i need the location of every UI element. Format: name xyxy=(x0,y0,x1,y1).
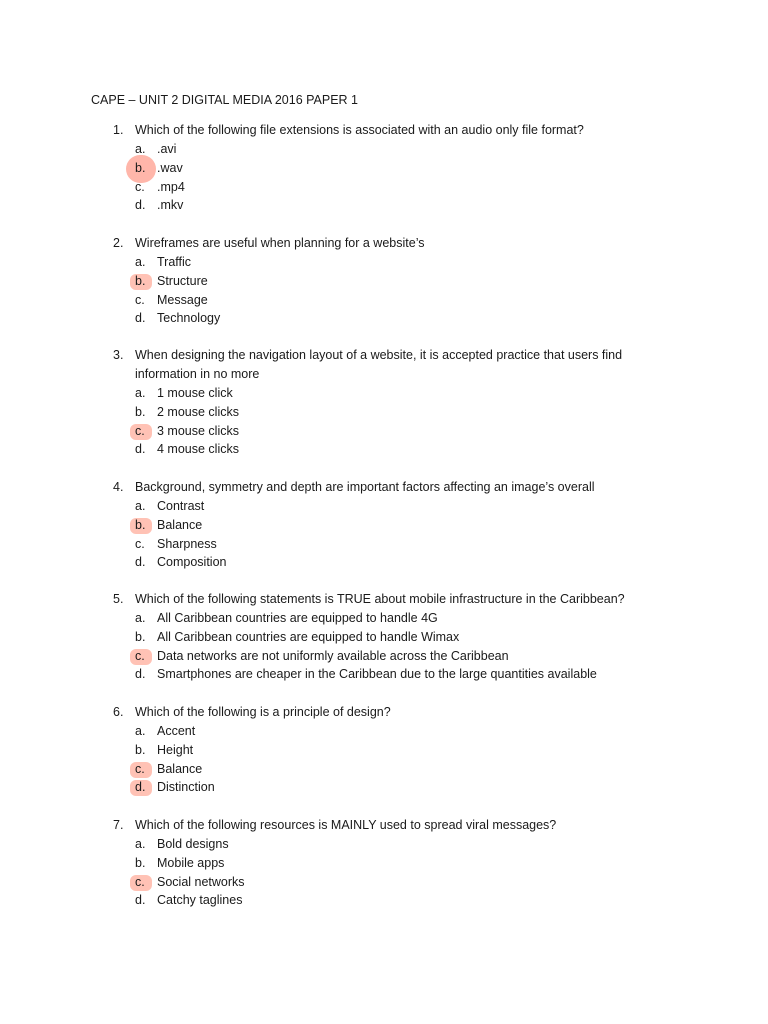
option-text: Message xyxy=(157,292,208,307)
answer-option xyxy=(135,778,673,797)
question-stem xyxy=(113,121,673,140)
option-text: Traffic xyxy=(157,255,192,269)
option-text: Composition xyxy=(157,555,227,570)
option-list xyxy=(135,384,673,459)
option-text: Accent xyxy=(157,724,196,738)
question-stem xyxy=(113,346,673,384)
option-letter-text: d. xyxy=(135,442,146,457)
option-letter-text: a. xyxy=(135,386,146,400)
answer-option xyxy=(135,440,673,459)
question-stem xyxy=(113,478,673,497)
question-text: Which of the following file extensions is associated with an audio only file format? xyxy=(135,123,584,137)
option-text: All Caribbean countries are equipped to handle Wimax xyxy=(157,629,460,644)
question-number: 6. xyxy=(113,705,124,719)
option-letter xyxy=(135,741,157,760)
option-letter-text: b. xyxy=(135,273,146,288)
answer-option xyxy=(135,422,673,441)
option-text: 2 mouse clicks xyxy=(157,404,239,419)
question-stem xyxy=(113,234,673,253)
option-text: Sharpness xyxy=(157,536,217,551)
option-letter xyxy=(135,609,157,628)
option-letter xyxy=(135,403,157,422)
option-letter-text: a. xyxy=(135,837,146,851)
option-list xyxy=(135,835,673,910)
answer-option xyxy=(135,384,673,403)
option-letter xyxy=(135,835,157,854)
answer-option xyxy=(135,196,673,215)
option-letter xyxy=(135,760,157,779)
answer-option xyxy=(135,722,673,741)
option-text: 3 mouse clicks xyxy=(157,423,239,438)
option-letter-text: d. xyxy=(135,198,146,213)
option-list xyxy=(135,609,673,684)
option-letter xyxy=(135,422,157,441)
option-letter xyxy=(135,291,157,310)
option-text: Distinction xyxy=(157,780,215,795)
answer-option xyxy=(135,665,673,684)
option-letter-text: b. xyxy=(135,855,146,870)
answer-option xyxy=(135,854,673,873)
option-text: Data networks are not uniformly available across the Caribbean xyxy=(157,648,509,663)
option-letter-text: d. xyxy=(135,893,146,908)
option-letter xyxy=(135,178,157,197)
answer-option xyxy=(135,159,673,178)
answer-option xyxy=(135,741,673,760)
option-text: Height xyxy=(157,742,194,757)
option-letter xyxy=(135,854,157,873)
option-letter-text: d. xyxy=(135,555,146,570)
option-letter xyxy=(135,309,157,328)
question-stem xyxy=(113,816,673,835)
answer-option xyxy=(135,891,673,910)
option-text: .wav xyxy=(157,160,183,175)
option-text: Catchy taglines xyxy=(157,893,243,908)
option-text: Contrast xyxy=(157,499,205,513)
option-letter xyxy=(135,253,157,272)
option-letter-text: a. xyxy=(135,611,146,625)
option-letter xyxy=(135,722,157,741)
option-text: .avi xyxy=(157,142,177,156)
question-text: Background, symmetry and depth are important factors affecting an image’s overall xyxy=(135,480,595,494)
question-number: 4. xyxy=(113,480,124,494)
option-letter xyxy=(135,196,157,215)
option-list xyxy=(135,722,673,797)
answer-option xyxy=(135,835,673,854)
option-text: Structure xyxy=(157,273,208,288)
question-number: 5. xyxy=(113,592,124,606)
option-letter-text: c. xyxy=(135,179,145,194)
option-text: Smartphones are cheaper in the Caribbean due to the large quantities available xyxy=(157,667,597,682)
question-text: Which of the following resources is MAINLY used to spread viral messages? xyxy=(135,818,557,832)
option-text: Social networks xyxy=(157,874,245,889)
option-letter-text: c. xyxy=(135,292,145,307)
question-4 xyxy=(113,478,673,572)
option-text: Mobile apps xyxy=(157,855,225,870)
answer-option xyxy=(135,497,673,516)
question-number: 3. xyxy=(113,348,124,362)
question-2 xyxy=(113,234,673,328)
option-letter xyxy=(135,873,157,892)
option-letter-text: b. xyxy=(135,629,146,644)
question-3 xyxy=(113,346,673,459)
answer-option xyxy=(135,309,673,328)
option-letter-text: b. xyxy=(135,742,146,757)
answer-option xyxy=(135,291,673,310)
question-7 xyxy=(113,816,673,910)
question-6 xyxy=(113,703,673,797)
option-letter-text: a. xyxy=(135,724,146,738)
option-letter-text: b. xyxy=(135,160,146,175)
option-text: Bold designs xyxy=(157,837,229,851)
answer-option xyxy=(135,253,673,272)
option-letter-text: b. xyxy=(135,517,146,532)
answer-option xyxy=(135,628,673,647)
option-letter-text: c. xyxy=(135,761,145,776)
option-letter-text: a. xyxy=(135,142,146,156)
option-letter-text: a. xyxy=(135,255,146,269)
option-letter xyxy=(135,778,157,797)
document-title: CAPE – UNIT 2 DIGITAL MEDIA 2016 PAPER 1 xyxy=(91,93,358,107)
option-text: Technology xyxy=(157,311,221,326)
option-list xyxy=(135,140,673,215)
option-letter-text: d. xyxy=(135,667,146,682)
option-letter xyxy=(135,272,157,291)
question-text: When designing the navigation layout of a website, it is accepted practice that users find information in no more xyxy=(135,348,623,381)
option-letter-text: a. xyxy=(135,499,146,513)
question-text: Which of the following statements is TRUE about mobile infrastructure in the Caribbean? xyxy=(135,592,625,606)
option-letter-text: d. xyxy=(135,780,146,795)
question-5 xyxy=(113,590,673,684)
answer-option xyxy=(135,609,673,628)
option-letter-text: c. xyxy=(135,874,145,889)
option-letter xyxy=(135,497,157,516)
question-stem xyxy=(113,703,673,722)
option-letter-text: d. xyxy=(135,311,146,326)
option-letter xyxy=(135,553,157,572)
answer-option xyxy=(135,760,673,779)
answer-option xyxy=(135,553,673,572)
answer-option xyxy=(135,647,673,666)
answer-option xyxy=(135,178,673,197)
option-letter-text: b. xyxy=(135,404,146,419)
option-letter xyxy=(135,384,157,403)
option-letter xyxy=(135,440,157,459)
option-list xyxy=(135,497,673,572)
option-text: .mp4 xyxy=(157,179,185,194)
question-1 xyxy=(113,121,673,215)
option-text: 1 mouse click xyxy=(157,386,233,400)
question-text: Which of the following is a principle of design? xyxy=(135,705,391,719)
option-letter xyxy=(135,647,157,666)
question-number: 1. xyxy=(113,123,124,137)
option-letter xyxy=(135,891,157,910)
answer-option xyxy=(135,516,673,535)
option-letter-text: c. xyxy=(135,423,145,438)
question-number: 2. xyxy=(113,236,124,250)
option-text: Balance xyxy=(157,761,203,776)
option-letter-text: c. xyxy=(135,536,145,551)
option-letter xyxy=(135,516,157,535)
answer-option xyxy=(135,535,673,554)
option-letter xyxy=(135,159,157,178)
option-text: .mkv xyxy=(157,198,184,213)
answer-option xyxy=(135,140,673,159)
question-number: 7. xyxy=(113,818,124,832)
option-letter-text: c. xyxy=(135,648,145,663)
option-letter xyxy=(135,535,157,554)
option-letter xyxy=(135,628,157,647)
answer-option xyxy=(135,272,673,291)
question-stem xyxy=(113,590,673,609)
option-text: All Caribbean countries are equipped to handle 4G xyxy=(157,611,438,625)
answer-option xyxy=(135,873,673,892)
option-list xyxy=(135,253,673,328)
option-letter xyxy=(135,665,157,684)
option-text: 4 mouse clicks xyxy=(157,442,239,457)
answer-option xyxy=(135,403,673,422)
option-text: Balance xyxy=(157,517,203,532)
question-text: Wireframes are useful when planning for a website’s xyxy=(135,236,425,250)
